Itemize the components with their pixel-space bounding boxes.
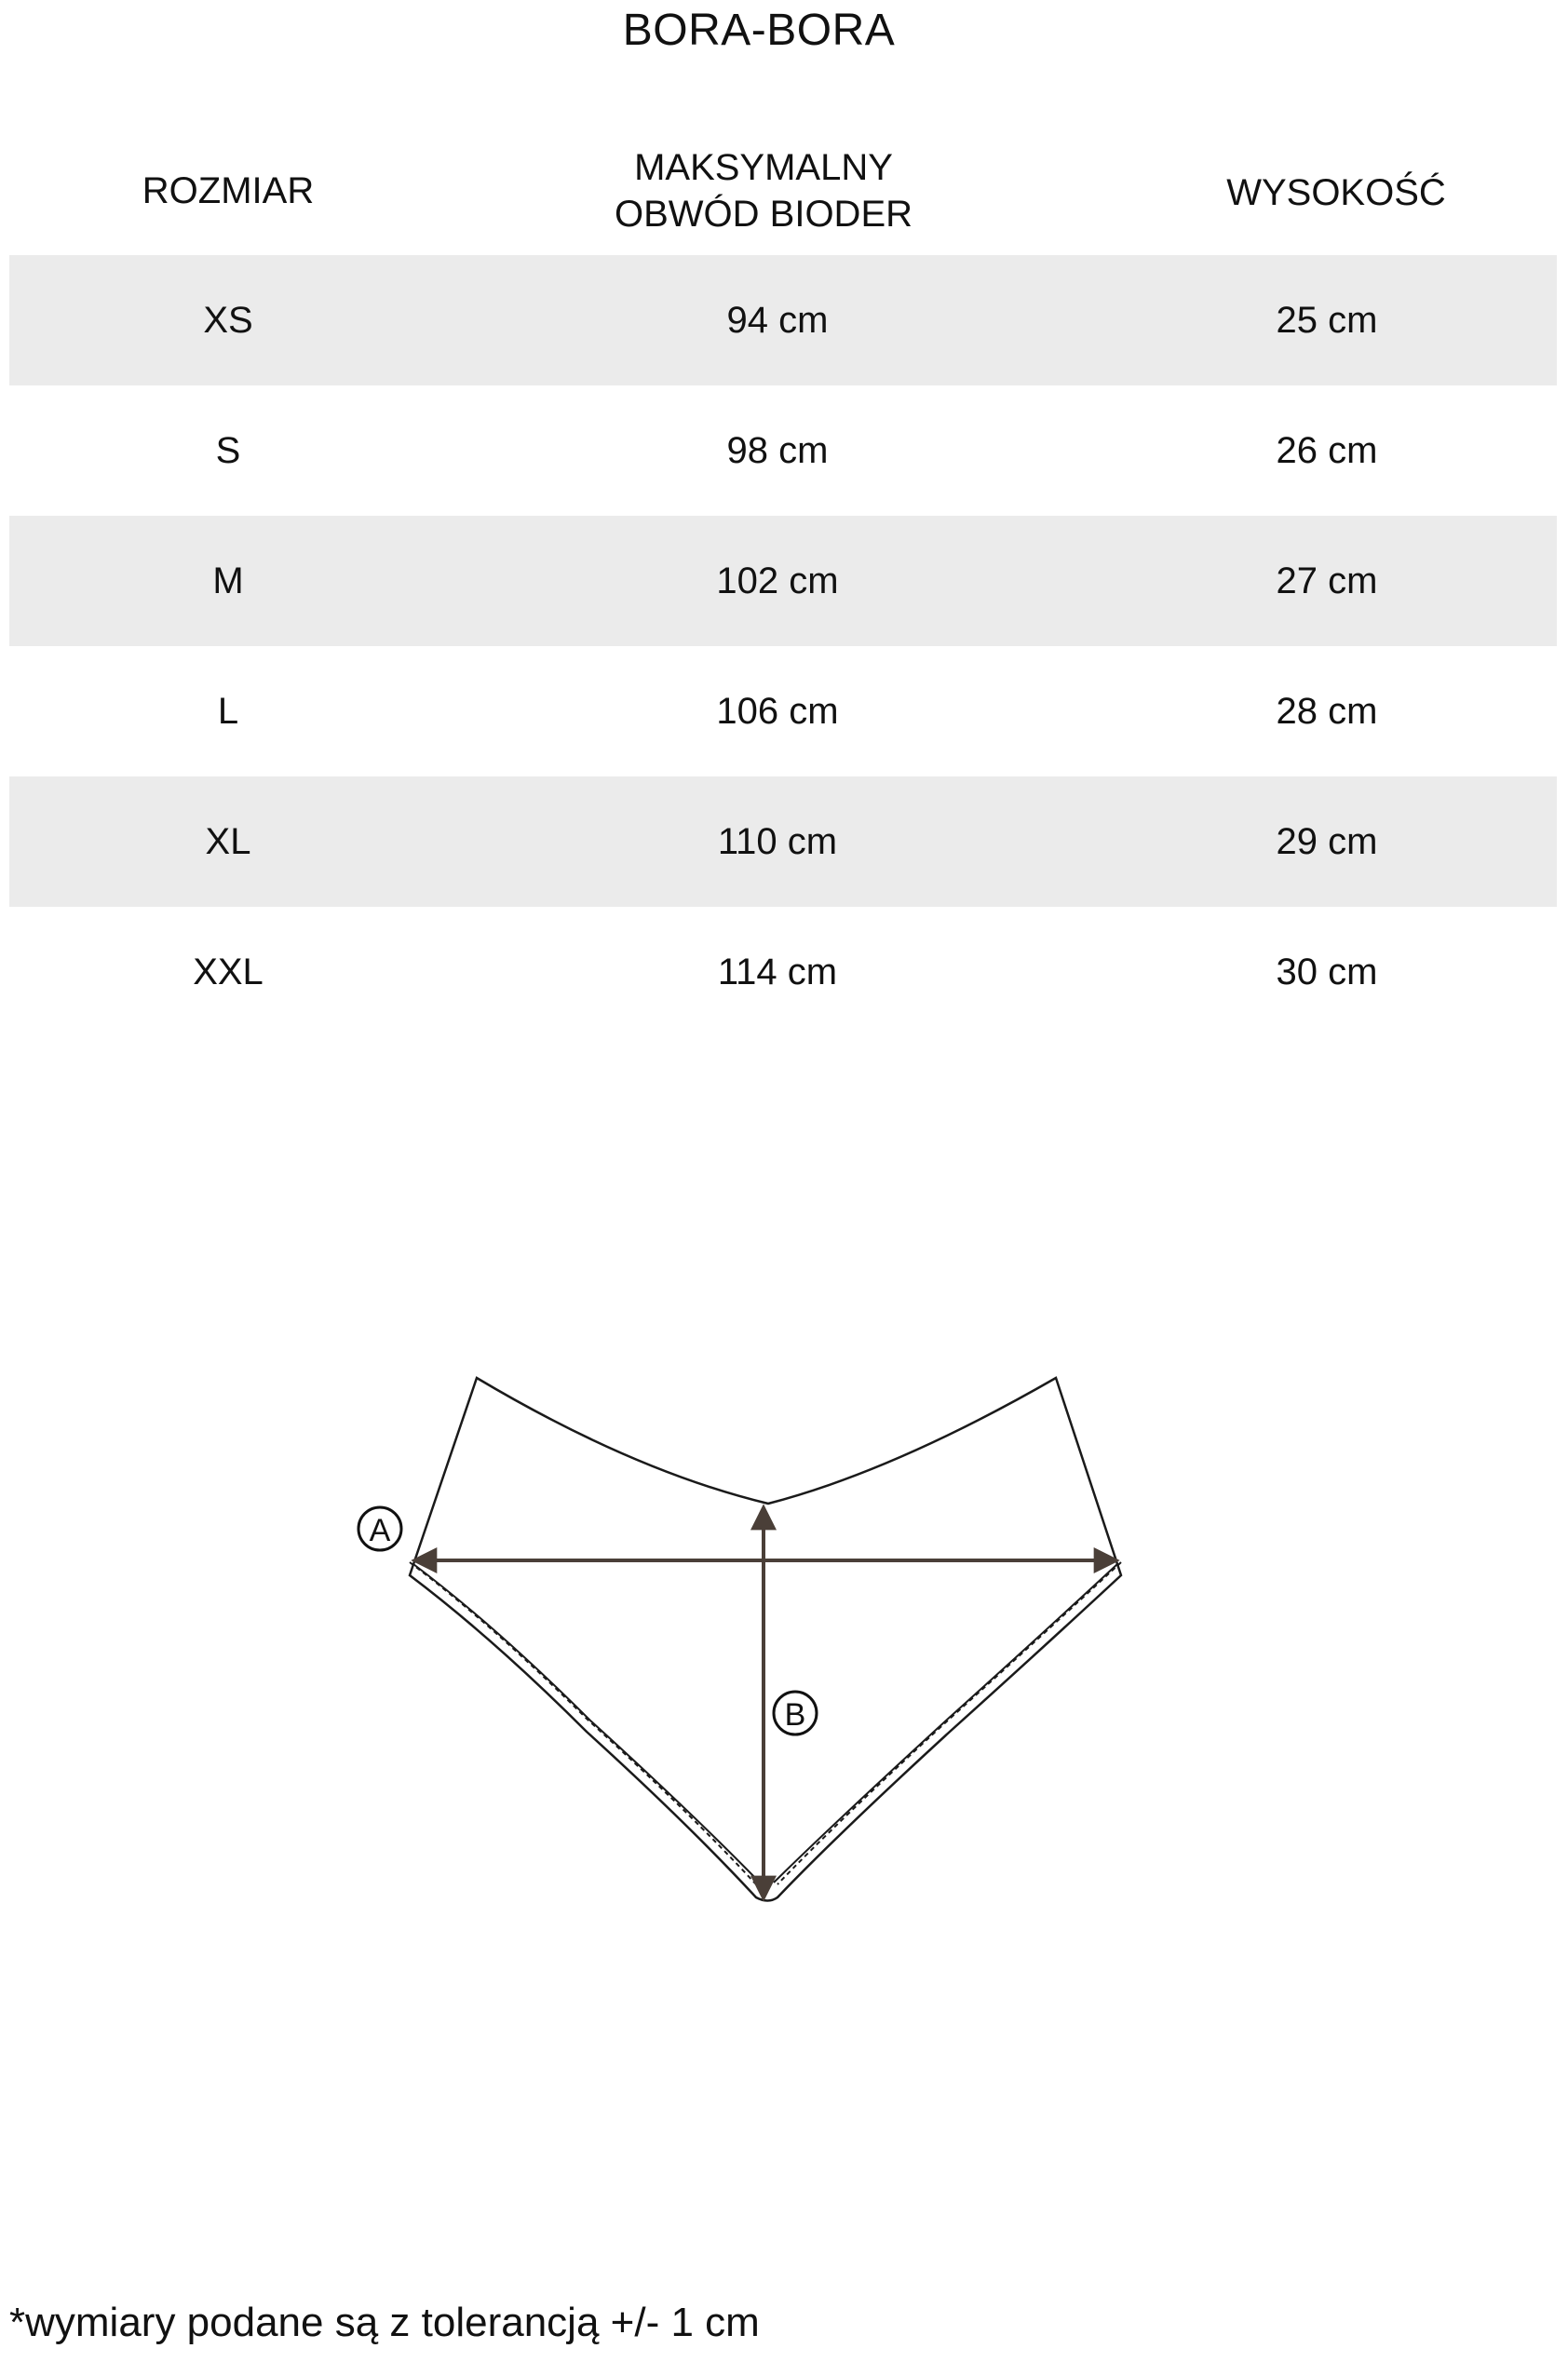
- header-hip-circumference: [549, 144, 978, 237]
- table-row: [9, 907, 1557, 1037]
- hip-cell: 94 cm: [726, 300, 829, 341]
- size-cell: XXL: [193, 952, 264, 992]
- hip-cell: 98 cm: [726, 430, 829, 471]
- hip-cell: 102 cm: [716, 560, 839, 601]
- tolerance-note: *wymiary podane są z tolerancją +/- 1 cm: [9, 2300, 760, 2345]
- size-cell: M: [212, 560, 244, 601]
- size-cell: L: [217, 691, 239, 732]
- height-cell: 30 cm: [1276, 952, 1378, 992]
- header-hip-line1: MAKSYMALNY: [634, 147, 893, 188]
- label-b: B: [784, 1697, 806, 1733]
- size-table: [9, 255, 1557, 1037]
- table-row: [9, 776, 1557, 907]
- table-row: [9, 646, 1557, 776]
- header-hip-line2: OBWÓD BIODER: [614, 194, 913, 235]
- label-a-badge: [358, 1507, 401, 1550]
- size-cell: S: [215, 430, 241, 471]
- briefs-diagram: [354, 1341, 1155, 1937]
- height-cell: 25 cm: [1276, 300, 1378, 341]
- height-cell: 29 cm: [1276, 821, 1378, 862]
- height-cell: 28 cm: [1276, 691, 1378, 732]
- hip-cell: 114 cm: [717, 952, 838, 992]
- header-height: WYSOKOŚĆ: [1226, 172, 1446, 213]
- height-cell: 27 cm: [1276, 560, 1378, 601]
- size-cell: XS: [203, 300, 253, 341]
- table-row: [9, 516, 1557, 646]
- height-cell: 26 cm: [1276, 430, 1378, 471]
- header-size: ROZMIAR: [142, 170, 315, 211]
- label-a: A: [369, 1513, 391, 1548]
- size-cell: XL: [205, 821, 251, 862]
- hip-cell: 106 cm: [716, 691, 839, 732]
- page-title: BORA-BORA: [622, 6, 896, 55]
- label-b-badge: [774, 1692, 817, 1734]
- hip-cell: 110 cm: [717, 821, 838, 862]
- table-row: [9, 385, 1557, 516]
- table-row: [9, 255, 1557, 385]
